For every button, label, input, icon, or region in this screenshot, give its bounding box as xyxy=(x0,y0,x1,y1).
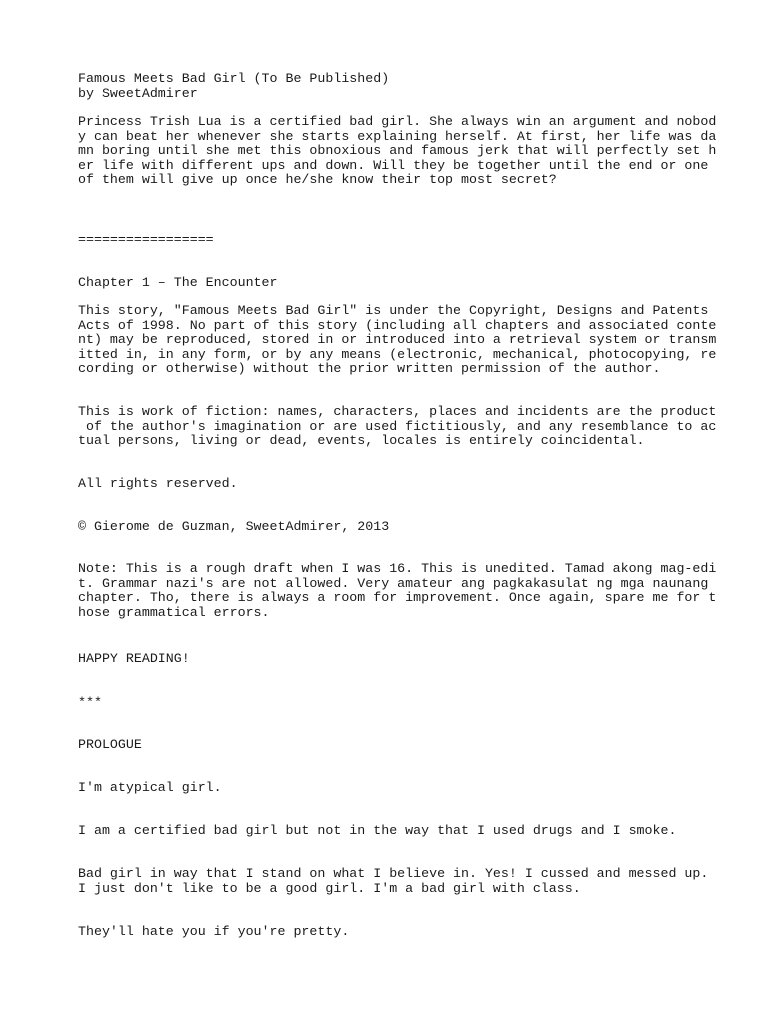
asterisk-divider xyxy=(78,696,758,711)
rights-paragraph xyxy=(78,477,758,492)
prologue-paragraph-3 xyxy=(78,867,758,896)
copyright-line-text: © Gierome de Guzman, SweetAdmirer, 2013 xyxy=(78,519,390,534)
happy-reading-paragraph xyxy=(78,652,758,667)
synopsis-line: er life with different ups and down. Will they be together until the end or one xyxy=(78,157,709,173)
chapter-heading-text: Chapter 1 – The Encounter xyxy=(78,275,278,290)
chapter-heading xyxy=(78,276,758,291)
author-note-line: Note: This is a rough draft when I was 16. This is unedited. Tamad akong mag-edi xyxy=(78,561,717,576)
document-byline: by SweetAdmirer xyxy=(78,85,198,101)
section-separator xyxy=(78,233,758,248)
prologue-line: They'll hate you if you're pretty. xyxy=(78,924,350,939)
author-note-line: chapter. Tho, there is always a room for improvement. Once again, spare me for t xyxy=(78,590,717,606)
copyright-notice-line: cording or otherwise) without the prior written permission of the author. xyxy=(78,361,661,377)
disclaimer-line: tual persons, living or dead, events, locales is entirely coincidental. xyxy=(78,433,645,449)
synopsis-line: of them will give up once he/she know their top most secret? xyxy=(78,172,557,188)
author-note-line: t. Grammar nazi's are not allowed. Very amateur ang pagkakasulat ng mga naunang xyxy=(78,575,709,591)
copyright-line-paragraph xyxy=(78,520,758,535)
copyright-notice-line: This story, "Famous Meets Bad Girl" is under the Copyright, Designs and Patents xyxy=(78,303,709,318)
synopsis-line: mn boring until she met this obnoxious and famous jerk that will perfectly set h xyxy=(78,143,717,159)
separator-text: ================= xyxy=(78,232,214,247)
prologue-line: I am a certified bad girl but not in the way that I used drugs and I smoke. xyxy=(78,823,677,838)
document-title: Famous Meets Bad Girl (To Be Published) xyxy=(78,71,390,86)
fiction-disclaimer-paragraph xyxy=(78,405,758,449)
rights-text: All rights reserved. xyxy=(78,476,238,491)
happy-reading-text: HAPPY READING! xyxy=(78,651,190,666)
prologue-paragraph-1 xyxy=(78,781,758,796)
author-note-paragraph xyxy=(78,562,758,620)
copyright-notice-line: nt) may be reproduced, stored in or introduced into a retrieval system or transm xyxy=(78,332,717,348)
synopsis-line: y can beat her whenever she starts explaining herself. At first, her life was da xyxy=(78,128,717,144)
disclaimer-line: of the author's imagination or are used fictitiously, and any resemblance to ac xyxy=(78,418,717,434)
prologue-heading xyxy=(78,738,758,753)
synopsis-paragraph xyxy=(78,115,758,188)
copyright-notice-line: itted in, in any form, or by any means (electronic, mechanical, photocopying, re xyxy=(78,346,717,362)
synopsis-line: Princess Trish Lua is a certified bad girl. She always win an argument and nobod xyxy=(78,114,717,129)
document-header xyxy=(78,72,758,101)
disclaimer-line: This is work of fiction: names, characters, places and incidents are the product xyxy=(78,404,717,419)
copyright-notice-paragraph xyxy=(78,304,758,377)
author-note-line: hose grammatical errors. xyxy=(78,604,270,620)
prologue-line: I just don't like to be a good girl. I'm a bad girl with class. xyxy=(78,880,581,896)
prologue-paragraph-2 xyxy=(78,824,758,839)
prologue-heading-text: PROLOGUE xyxy=(78,737,142,752)
prologue-line: I'm atypical girl. xyxy=(78,780,222,795)
asterisk-text: *** xyxy=(78,695,102,710)
prologue-line: Bad girl in way that I stand on what I believe in. Yes! I cussed and messed up. xyxy=(78,866,709,881)
copyright-notice-line: Acts of 1998. No part of this story (including all chapters and associated conte xyxy=(78,317,717,333)
prologue-paragraph-4 xyxy=(78,925,758,940)
